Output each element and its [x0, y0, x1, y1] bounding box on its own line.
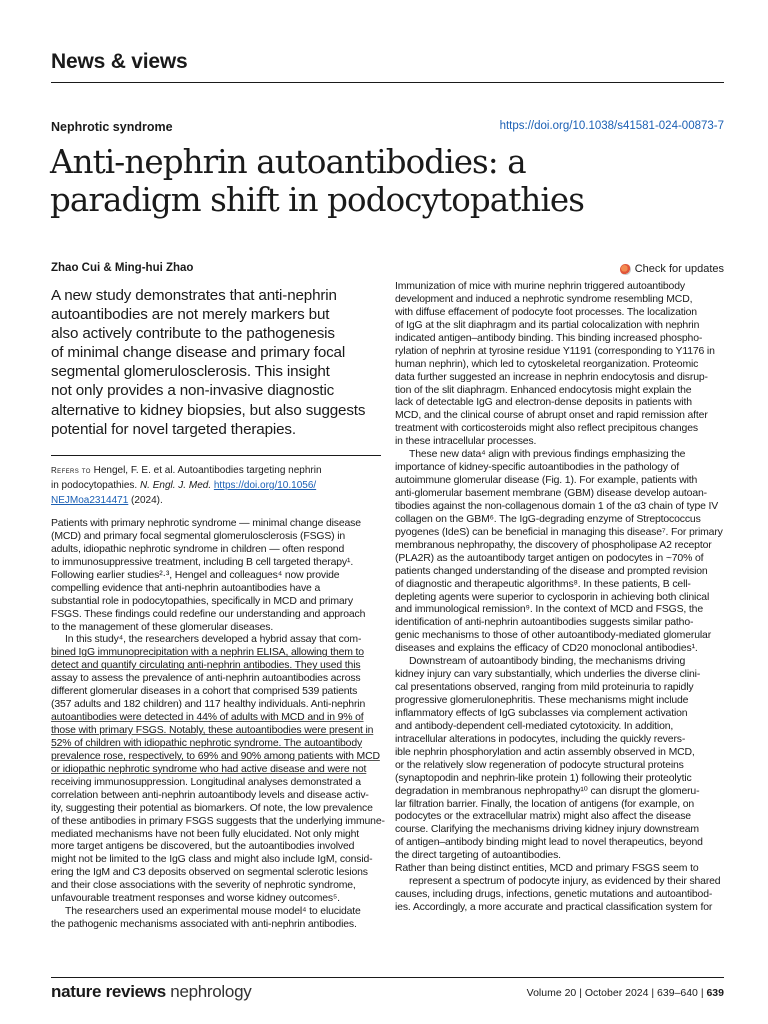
title-line: paradigm shift in podocytopathies: [50, 181, 585, 219]
refers-citation-line2: in podocytopathies.: [51, 480, 140, 491]
body-line: more target antigens be discovered, but the autoantibodies involved: [51, 841, 355, 853]
body-column-1: [51, 518, 385, 932]
body-line: Following earlier studies²·³, Hengel and colleagues⁴ now provide: [51, 569, 340, 581]
body-line: of diagnostic and therapeutic algorithms⁸. In these patients, B cell-: [395, 578, 691, 590]
body-line: and antibody-dependent cell-mediated cytotoxicity. In addition,: [395, 720, 674, 732]
body-line: substantial role in podocytopathies, specifically in MCD and primary: [51, 595, 353, 607]
body-line: (357 adults and 182 children) and 117 healthy individuals. Anti-nephrin: [51, 699, 366, 711]
body-line: compelling evidence that anti-nephrin autoantibodies have a: [51, 582, 321, 594]
body-line: autoimmune glomerular disease (Fig. 1). For example, patients with: [395, 475, 698, 487]
body-line: (PLA2R) as the autoantibody target antigen on podocytes in ~70% of: [395, 552, 704, 564]
body-line: lack of detectable IgG and electron-dense deposits in patients with: [395, 397, 692, 409]
body-line: receiving immunosuppression. Longitudinal analyses demonstrated a: [51, 776, 361, 788]
body-line: ies. Accordingly, a more accurate and practical classification system for: [395, 902, 713, 913]
body-line: indicated antigen–antibody binding. This binding increased phospho-: [395, 332, 703, 344]
body-line: causes, including drugs, infections, genetic mutations and autoantibod-: [395, 889, 713, 901]
body-line: (MCD) and primary focal segmental glomerulosclerosis (FSGS) in: [51, 530, 346, 542]
body-line: pyogenes (IdeS) can be beneficial in managing this disease⁷. For primary: [395, 526, 723, 538]
body-line: genic mechanisms to those of other autoantibody-mediated glomerular: [395, 630, 712, 642]
body-line: different glomerular diseases in a cohort that comprised 539 patients: [51, 686, 358, 698]
standfirst-line: alternative to kidney biopsies, but also suggests: [51, 401, 366, 419]
article-title: [50, 143, 730, 219]
authors: Zhao Cui & Ming-hui Zhao: [51, 262, 194, 274]
body-line: ible nephrin phosphorylation and actin assembly observed in MCD,: [395, 746, 695, 758]
standfirst: [51, 286, 381, 439]
body-line: FSGS. These findings could redefine our understanding and approach: [51, 608, 366, 620]
body-line: lar filtration barrier. Finally, the location of antigens (for example, on: [395, 798, 695, 810]
body-line: diseases and explains the efficacy of CD20 monoclonal antibodies¹.: [395, 643, 698, 655]
body-line: depleting agents were superior to cyclosporin in achieving both clinical: [395, 591, 710, 603]
refers-doi-link-cont[interactable]: NEJMoa2314471: [51, 495, 129, 506]
refers-doi-link[interactable]: https://doi.org/10.1056/: [213, 480, 317, 491]
body-line: development and induced a nephrotic syndrome resembling MCD,: [395, 293, 693, 305]
body-line: Rather than being distinct entities, MCD and primary FSGS seem to: [395, 863, 699, 875]
doi-link[interactable]: https://doi.org/10.1038/s41581-024-00873-7: [499, 120, 724, 132]
body-line: or idiopathic nephrotic syndrome who had active disease and were not: [51, 763, 367, 775]
body-line: human nephrin), which led to cytoskeletal reorganization. Proteomic: [395, 358, 699, 370]
body-line: progressive glomerulonephritis. These mechanisms might include: [395, 695, 689, 706]
refers-rule: [51, 455, 381, 456]
body-line: correlation between anti-nephrin autoantibody levels and disease activ-: [51, 789, 369, 801]
body-line: ering the IgM and C3 deposits observed on segmental sclerotic lesions: [51, 867, 368, 879]
body-line: represent a spectrum of podocyte injury, as evidenced by their shared: [409, 876, 721, 888]
body-line: Downstream of autoantibody binding, the mechanisms driving: [409, 656, 686, 668]
body-line: course. Clarifying the mechanisms driving kidney injury downstream: [395, 824, 699, 836]
page-number: 639: [706, 987, 724, 999]
body-line: membranous nephropathy, the discovery of phospholipase A2 receptor: [395, 539, 712, 551]
body-line: of these antibodies in primary FSGS suggests that the underlying immune-: [51, 815, 385, 827]
standfirst-line: of minimal change disease and primary focal: [51, 344, 346, 362]
body-line: Immunization of mice with murine nephrin triggered autoantibody: [395, 281, 685, 292]
body-line: ity, suggesting their potential as biomarkers. Of note, the low prevalence: [51, 802, 373, 814]
body-line: those with primary FSGS. Notably, these autoantibodies were present in: [51, 725, 374, 736]
journal-name-bold: nature reviews: [51, 982, 166, 1001]
body-line: tibodies against the non-collagenous domain 1 of the α3 chain of type IV: [395, 500, 719, 512]
body-line: tion of the slit diaphragm. Enhanced endocytosis might explain the: [395, 384, 692, 396]
standfirst-line: autoantibodies are not merely markers but: [51, 306, 330, 324]
body-line: 52% of children with idiopathic nephrotic syndrome. The autoantibody: [51, 737, 363, 749]
body-line: kidney injury can vary substantially, which underlies the diverse clini-: [395, 669, 701, 681]
body-line: to immunosuppressive treatment, including B cell targeted therapy¹.: [51, 556, 354, 568]
title-line: Anti-nephrin autoantibodies: a: [50, 143, 526, 181]
body-line: MCD, and the clinical course of abrupt onset and rapid remission after: [395, 410, 708, 422]
body-line: of antigen–antibody binding might lead to novel therapeutics, beyond: [395, 837, 703, 849]
body-line: patients changed understanding of the disease and prompted revision: [395, 565, 708, 577]
check-updates-icon: [620, 264, 631, 275]
body-line: with diffuse effacement of podocyte foot processes. The localization: [395, 306, 697, 318]
body-line: the pathogenic mechanisms associated with anti-nephrin antibodies.: [51, 919, 357, 931]
body-line: mediated mechanisms have not been fully elucidated. Not only might: [51, 828, 360, 840]
body-line: inflammatory effects of IgG subclasses via complement activation: [395, 707, 688, 719]
volume-text: Volume 20 | October 2024 | 639–640 |: [526, 987, 707, 999]
check-updates-label: Check for updates: [634, 263, 724, 275]
body-line: of IgG at the slit diaphragm and its partial colocalization with nephrin: [395, 319, 700, 331]
body-line: or the relatively slow regeneration of podocyte structural proteins: [395, 759, 684, 771]
body-line: detect and quantify circulating anti-nephrin antibodies. They used this: [51, 660, 361, 672]
body-line: data further suggested an increase in nephrin endocytosis and disrup-: [395, 371, 708, 383]
journal-name-thin: nephrology: [170, 982, 252, 1001]
body-line: identification of anti-nephrin autoantibodies suggests similar patho-: [395, 617, 694, 629]
body-line: treatment with corticosteroids might also reflect precipitous changes: [395, 423, 698, 435]
standfirst-line: A new study demonstrates that anti-nephrin: [51, 287, 337, 304]
body-line: intracellular alterations in podocytes, including the quickly revers-: [395, 733, 686, 745]
body-line: podocytes or the extracellular matrix) might also affect the disease: [395, 811, 691, 823]
refers-label: Refers to: [51, 466, 91, 475]
body-line: degradation in membranous nephropathy¹⁰ can disrupt the glomeru-: [395, 785, 700, 797]
body-line: the direct targeting of autoantibodies.: [395, 850, 561, 862]
body-line: unfavourable treatment responses and worse kidney outcomes⁵.: [51, 893, 340, 905]
header-rule: [51, 82, 724, 83]
body-line: In this study⁴, the researchers developed a hybrid assay that com-: [65, 634, 362, 646]
body-line: autoantibodies were detected in 44% of adults with MCD and in 9% of: [51, 712, 364, 724]
standfirst-line: segmental glomerulosclerosis. This insight: [51, 363, 330, 381]
body-line: anti-glomerular basement membrane (GBM) disease develop autoan-: [395, 488, 707, 499]
body-line: might not be limited to the IgG class and might also include IgM, consid-: [51, 854, 373, 866]
footer-rule: [51, 977, 724, 978]
body-column-2: [395, 281, 725, 915]
body-line: (synaptopodin and nephrin-like protein 1) following their proteolytic: [395, 772, 692, 784]
standfirst-line: potential for novel targeted therapies.: [51, 420, 296, 438]
journal-name: [51, 982, 251, 1002]
body-line: and their close associations with the severity of nephrotic syndrome,: [51, 880, 356, 892]
body-line: adults, idiopathic nephrotic syndrome in children — often respond: [51, 543, 345, 555]
refers-year: (2024).: [128, 495, 163, 506]
body-line: rylation of nephrin at tyrosine residue Y1191 (corresponding to Y1176 in: [395, 345, 715, 357]
body-line: to the management of these glomerular diseases.: [51, 621, 274, 633]
body-line: cal presentations observed, ranging from mild proteinuria to rapidly: [395, 682, 694, 694]
standfirst-line: not only provides a non-invasive diagnostic: [51, 382, 335, 400]
subject-label: Nephrotic syndrome: [51, 120, 173, 134]
body-line: The researchers used an experimental mouse model⁴ to elucidate: [65, 906, 361, 918]
refers-to-block: [51, 463, 381, 508]
body-line: in these intracellular processes.: [395, 436, 537, 448]
body-line: and immunological remission⁹. In the context of MCD and FSGS, the: [395, 604, 703, 616]
body-line: collagen on the GBM⁶. The IgG-degrading enzyme of Streptococcus: [395, 513, 701, 525]
volume-info: [527, 987, 724, 999]
section-label: News & views: [51, 50, 188, 73]
body-line: importance of kidney-specific autoantibodies in the pathology of: [395, 462, 679, 474]
check-updates-button[interactable]: [620, 263, 724, 275]
body-line: These new data⁴ align with previous findings emphasizing the: [409, 449, 686, 461]
body-line: assay to assess the prevalence of anti-nephrin autoantibodies across: [51, 673, 361, 685]
body-line: bined IgG immunoprecipitation with a nephrin ELISA, allowing them to: [51, 647, 364, 659]
refers-citation-line1: Hengel, F. E. et al. Autoantibodies targeting nephrin: [93, 465, 322, 476]
standfirst-line: also actively contribute to the pathogenesis: [51, 325, 335, 343]
body-line: Patients with primary nephrotic syndrome — minimal change disease: [51, 518, 361, 529]
body-line: prevalence rose, respectively, to 69% and 90% among patients with MCD: [51, 750, 380, 762]
refers-journal: N. Engl. J. Med.: [139, 480, 212, 491]
